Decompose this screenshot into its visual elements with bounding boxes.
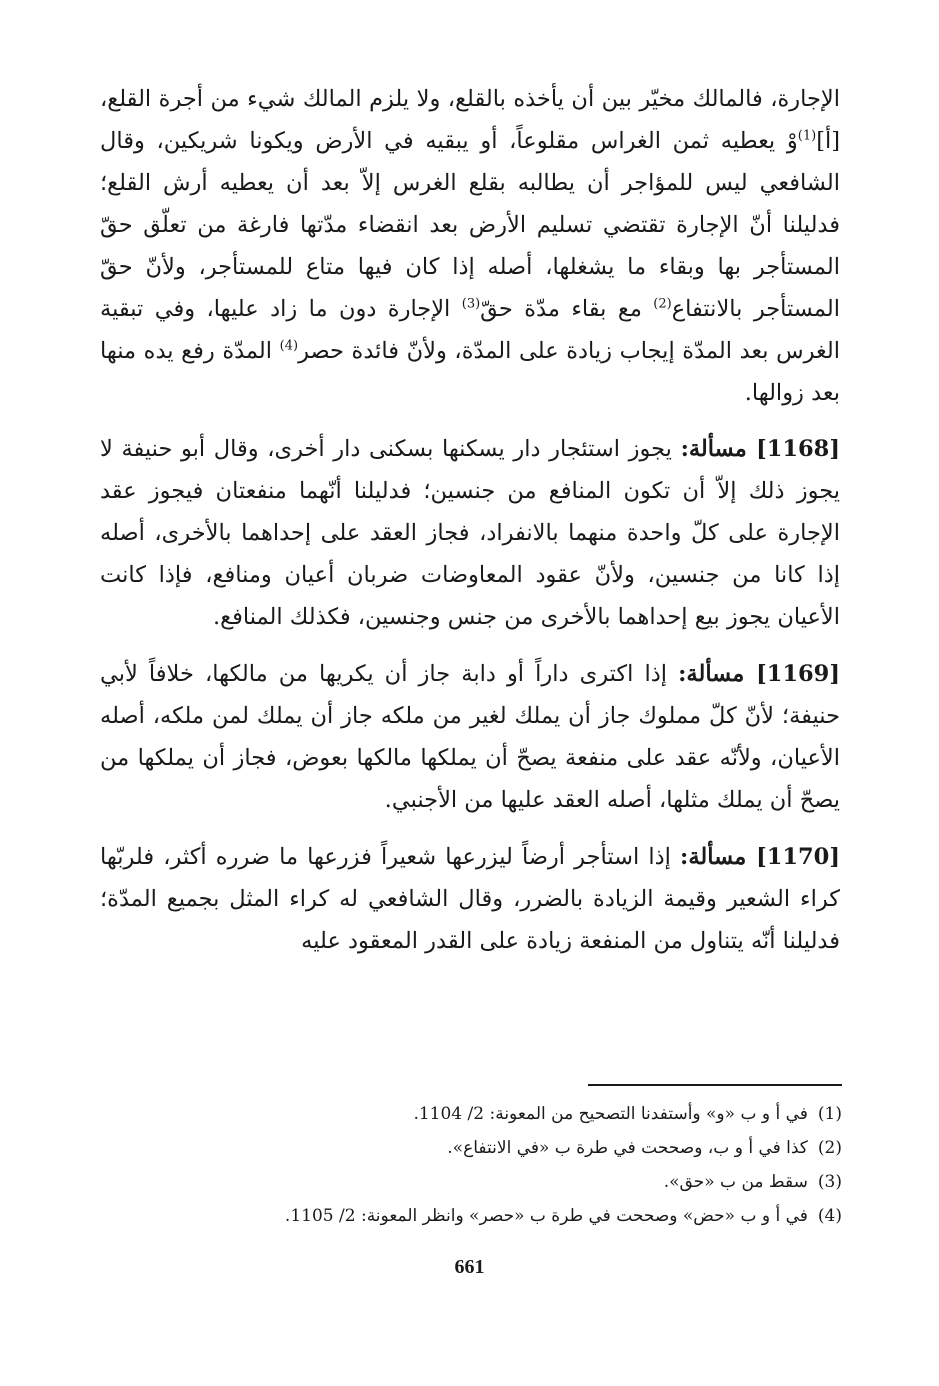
footnote-number: (2) (817, 1138, 842, 1158)
footnote-text: في أ و ب «و» وأستفدنا التصحيح من المعونة: 2/ 1104. (413, 1104, 808, 1124)
footnote-marker-3: (3) (461, 296, 481, 312)
footnote-marker-2: (2) (653, 296, 672, 312)
footnote-2 (170, 1131, 842, 1165)
footnotes (170, 1097, 842, 1233)
footnote-number: (1) (817, 1104, 842, 1124)
footnote-number: (3) (817, 1172, 842, 1192)
issue-1168 (100, 428, 840, 638)
main-text (100, 78, 840, 977)
paragraph-text: إذا اكترى داراً أو دابة جاز أن يكريها من مالكها، خلافاً لأبي حنيفة؛ لأنّ كلّ مملوك جاز أن يملك لغير من ملكه جاز أن يملك لمن ملكه، أصله الأعيان، ولأنّه عقد على منفعة يصحّ أن يملكها مالكها بعوض، فجاز أن يملكها من يصحّ أن يملك مثلها، أصله العقد عليها من الأجنبي. (100, 661, 840, 813)
issue-1170 (100, 836, 840, 962)
footnote-marker-1: (1) (797, 128, 817, 144)
footnote-3 (170, 1165, 842, 1199)
paragraph-text: مع بقاء مدّة حقّ (480, 296, 654, 322)
paragraph-text: إذا استأجر أرضاً ليزرعها شعيراً فزرعها ما ضرره أكثر، فلربّها كراء الشعير وقيمة الزيادة بالضرر، وقال الشافعي له كراء المثل بجميع المدّة؛ فدليلنا أنّه يتناول من المنفعة زيادة على القدر المعقود عليه (100, 844, 840, 954)
page-number: 661 (454, 1256, 485, 1278)
paragraph-text: الإجارة، فالمالك مخيّر بين أن يأخذه بالقلع، ولا يلزم المالك شيء من أجرة القلع، [أ] (100, 86, 840, 154)
footnote-text: كذا في أ و ب، وصححت في طرة ب «في الانتفاع». (447, 1138, 808, 1158)
paragraph-text: الإجارة دون ما زاد عليها، وفي تبقية الغرس بعد المدّة إيجاب زيادة على المدّة، ولأنّ فائدة حصر (100, 296, 840, 364)
paragraph-text: يجوز استئجار دار يسكنها بسكنى دار أخرى، وقال أبو حنيفة لا يجوز ذلك إلاّ أن تكون المنافع من جنسين؛ فدليلنا أنّهما منفعتان فيجوز عقد الإجارة على كلّ واحدة منهما بالانفراد، فجاز العقد على إحداهما بالأخرى، أصله إذا كانا من جنسين، ولأنّ عقود المعاوضات ضربان أعيان ومنافع، فإذا كانت الأعيان يجوز بيع إحداهما بالأخرى من جنس وجنسين، فكذلك المنافع. (100, 436, 840, 630)
footnote-divider (588, 1084, 842, 1086)
issue-heading: [1170] مسألة: (680, 844, 840, 870)
footnote-marker-4: (4) (279, 338, 299, 354)
footnote-number: (4) (817, 1206, 842, 1226)
issue-heading: [1169] مسألة: (678, 661, 840, 687)
footnote-1 (170, 1097, 842, 1131)
footnote-4 (170, 1199, 842, 1233)
paragraph-continuation (100, 78, 840, 414)
paragraph-text: وْ يعطيه ثمن الغراس مقلوعاً، أو يبقيه في الأرض ويكونا شريكين، وقال الشافعي ليس للمؤاجر أن يطالبه بقلع الغرس إلاّ بعد أن يعطيه أرش القلع؛ فدليلنا أنّ الإجارة تقتضي تسليم الأرض بعد انقضاء مدّتها فارغة من تعلّق حقّ المستأجر بها وبقاء ما يشغلها، أصله إذا كان فيها متاع للمستأجر، ولأنّ حقّ المستأجر بالانتفاع (100, 128, 840, 322)
footnote-text: في أ و ب «حض» وصححت في طرة ب «حصر» وانظر المعونة: 2/ 1105. (284, 1206, 808, 1226)
issue-heading: [1168] مسألة: (680, 436, 840, 462)
footnote-text: سقط من ب «حق». (663, 1172, 808, 1192)
issue-1169 (100, 653, 840, 821)
paragraph-text: المدّة رفع يده منها بعد زوالها. (100, 338, 840, 406)
